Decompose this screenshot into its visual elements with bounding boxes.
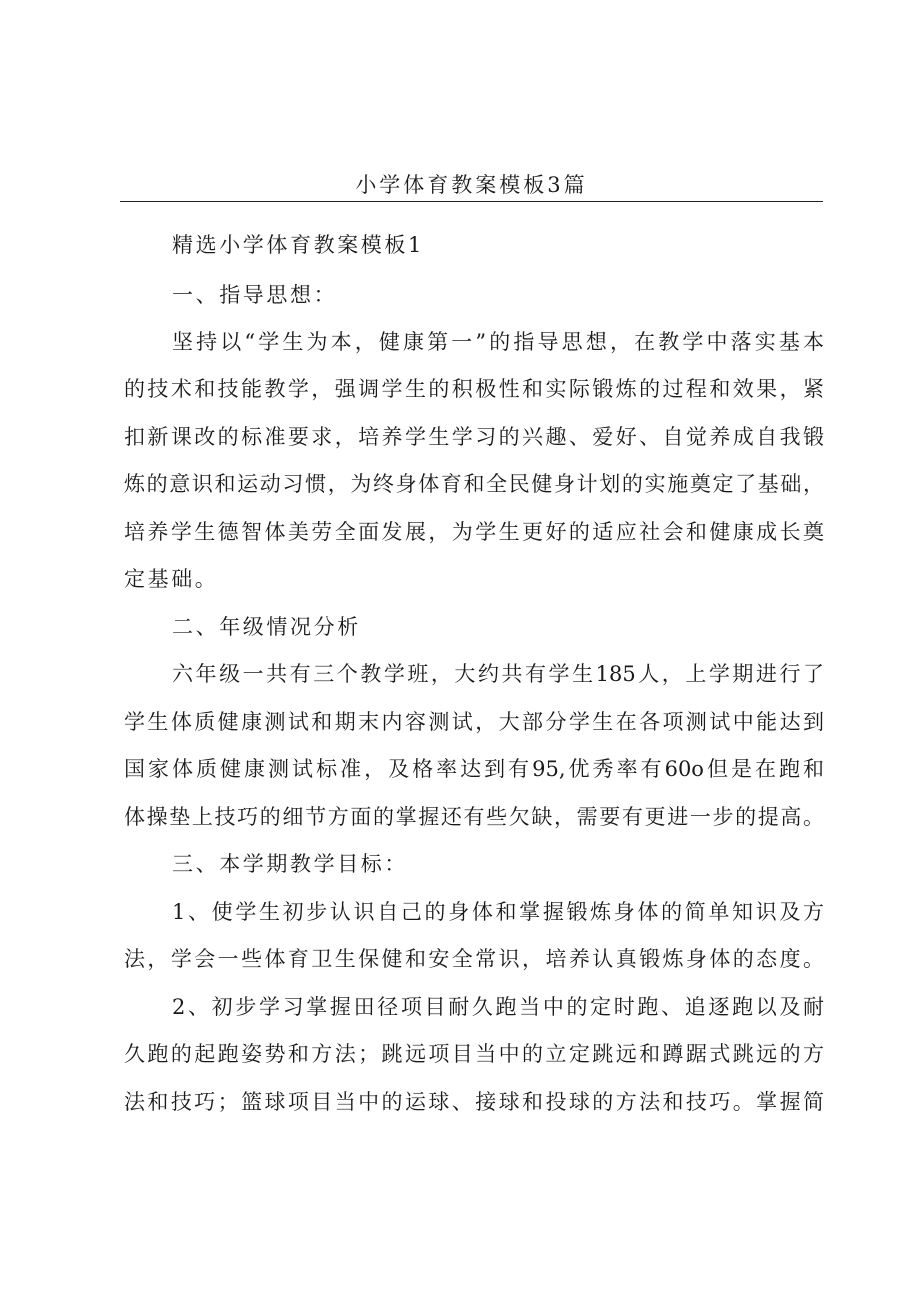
paragraph-line: 学生体质健康测试和期末内容测试，大部分学生在各项测试中能达到 [124,710,824,734]
paragraph-line: 1、使学生初步认识自己的身体和掌握锻炼身体的简单知识及方 [172,900,824,924]
section-heading-template-1: 精选小学体育教案模板1 [172,233,424,257]
paragraph-line: 2、初步学习掌握田径项目耐久跑当中的定时跑、追逐跑以及耐 [172,995,824,1019]
heading-semester-goals: 三、本学期教学目标： [172,852,408,876]
paragraph-line: 的技术和技能教学，强调学生的积极性和实际锻炼的过程和效果，紧 [124,377,824,401]
paragraph-line: 国家体质健康测试标准，及格率达到有95,优秀率有60o但是在跑和 [124,757,824,781]
paragraph-line: 坚持以“学生为本，健康第一”的指导思想，在教学中落实基本 [172,330,824,354]
paragraph-line: 炼的意识和运动习惯，为终身体育和全民健身计划的实施奠定了基础， [124,472,824,496]
heading-guiding-ideology: 一、指导思想： [172,283,338,307]
paragraph-line: 六年级一共有三个教学班，大约共有学生185人，上学期进行了 [172,662,824,686]
paragraph-line: 体操垫上技巧的细节方面的掌握还有些欠缺，需要有更进一步的提高。 [124,805,824,829]
paragraph-line: 久跑的起跑姿势和方法；跳远项目当中的立定跳远和蹲踞式跳远的方 [124,1042,824,1066]
title-underline [120,201,823,202]
paragraph-line: 培养学生德智体美劳全面发展，为学生更好的适应社会和健康成长奠 [124,520,824,544]
paragraph-line: 定基础。 [124,567,219,591]
heading-grade-analysis: 二、年级情况分析 [172,615,361,639]
paragraph-line: 扣新课改的标准要求，培养学生学习的兴趣、爱好、自觉养成自我锻 [124,425,824,449]
paragraph-line: 法，学会一些体育卫生保健和安全常识，培养认真锻炼身体的态度。 [124,947,824,971]
paragraph-line: 法和技巧；篮球项目当中的运球、接球和投球的方法和技巧。掌握简 [124,1090,824,1114]
document-title: 小学体育教案模板3篇 [355,173,588,197]
